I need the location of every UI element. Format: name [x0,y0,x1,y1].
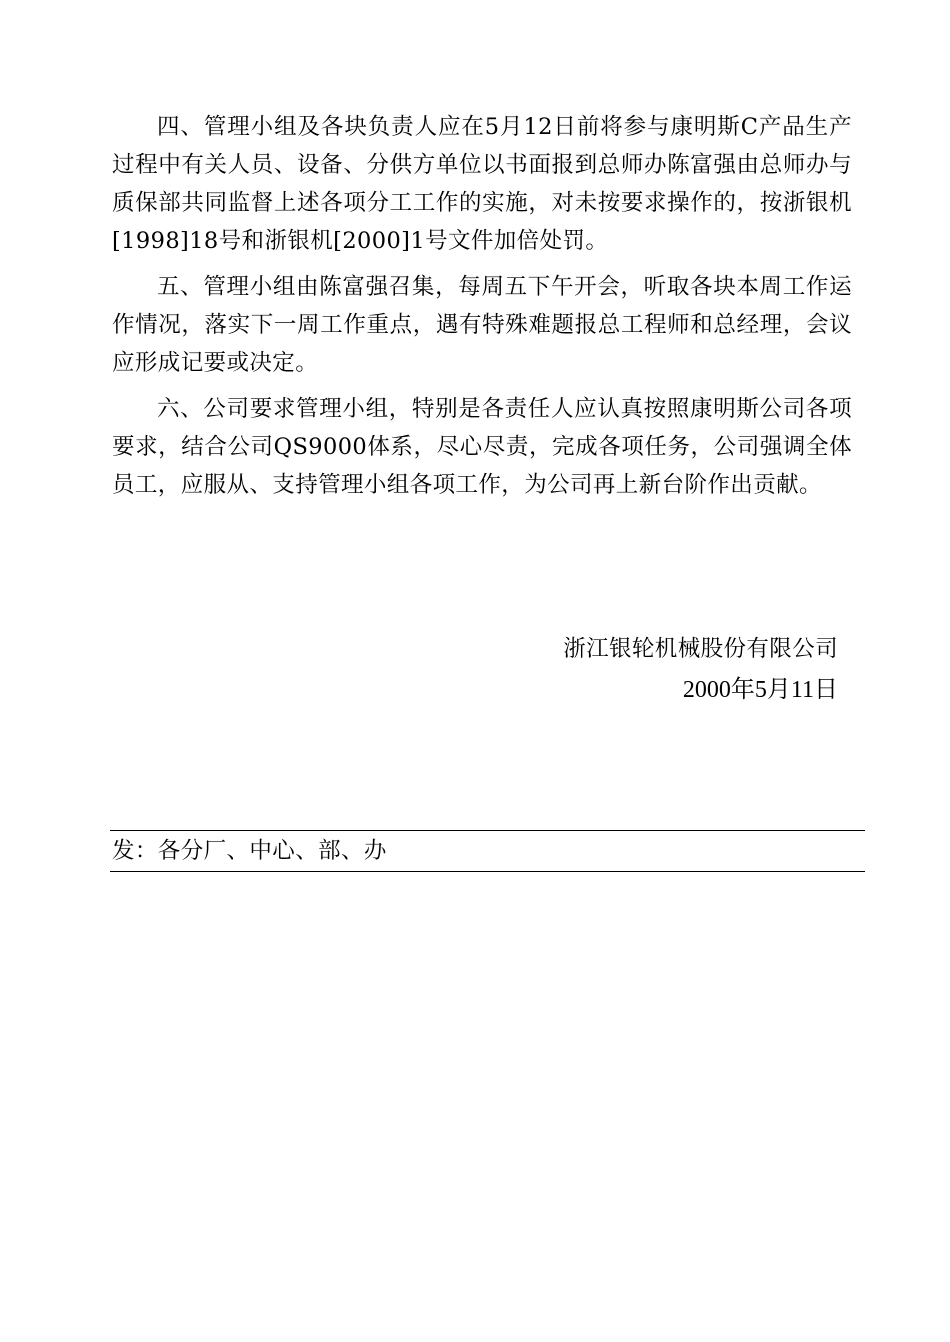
paragraph-section-6: 六、公司要求管理小组，特别是各责任人应认真按照康明斯公司各项要求，结合公司QS9000体系，尽心尽责，完成各项任务，公司强调全体员工，应服从、支持管理小组各项工作，为公司再上新台阶作出贡献。 [112,396,852,498]
distribution-text: 发：各分厂、中心、部、办 [112,838,387,864]
signature-date: 2000年5月11日 [682,677,838,703]
distribution-line [110,830,865,872]
paragraph-section-5: 五、管理小组由陈富强召集，每周五下午开会，听取各块本周工作运作情况，落实下一周工作重点，遇有特殊难题报总工程师和总经理，会议应形成记要或决定。 [112,274,852,376]
signature-company: 浙江银轮机械股份有限公司 [563,636,838,662]
paragraph-section-4: 四、管理小组及各块负责人应在5月12日前将参与康明斯C产品生产过程中有关人员、设备、分供方单位以书面报到总师办陈富强由总师办与质保部共同监督上述各项分工工作的实施，对未按要求操作的，按浙银机[1998]18号和浙银机[2000]1号文件加倍处罚。 [112,114,852,254]
